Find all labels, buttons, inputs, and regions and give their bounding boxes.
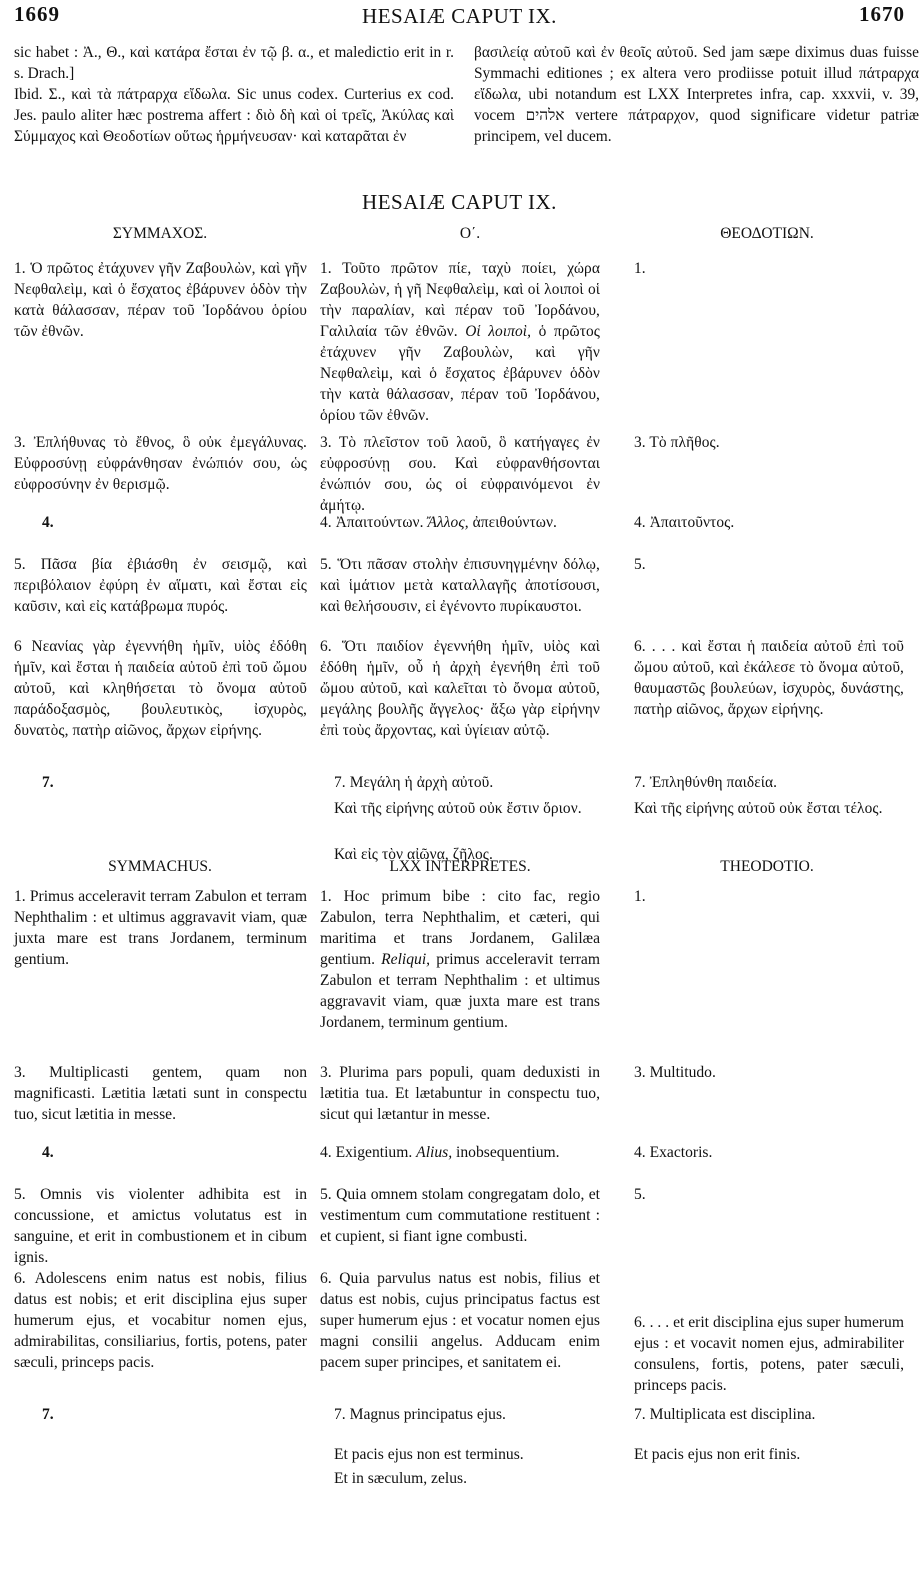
greek-lxx-v6: 6. Ὅτι παιδίον ἐγεννήθη ἡμῖν, υἱὸς καὶ ἐδόθη ἡμῖν, οὗ ἡ ἀρχὴ ἐγενήθη ἐπὶ τοῦ ὤμου αὐτοῦ, καὶ καλεῖται τὸ ὄνομα αὐτοῦ, μεγάλης βουλῆς ἄγγελος· ἄξω γὰρ εἰρήνην ἐπὶ τοὺς ἄρχοντας, καὶ ὑγίειαν αὐτῷ. [320,638,600,739]
intro-left-column [14,42,454,147]
latin-theodotion-v3: 3. Multitudo. [634,1064,716,1081]
latin-theodotion-v6: 6. . . . et erit disciplina ejus super humerum ejus : et vocavit nomen ejus, admirabiliter consulens, fortis, potens, pater sæculi, princeps pacis. [634,1314,904,1394]
greek-theodotion-v6: 6. . . . καὶ ἔσται ἡ παιδεία αὐτοῦ ἐπὶ τοῦ ὤμου αὐτοῦ, καὶ ἐκάλεσε τὸ ὄνομα αὐτοῦ, θαυμαστῶς βουλεύων, ἰσχυρὸς, δυνάστης, πατὴρ αἰῶνος, ἄρχων εἰρήνης. [634,638,904,718]
latin-lxx-v4 [320,1142,600,1163]
latin-head-theodotion: THEODOTIO. [720,858,814,875]
latin-symmachus-v4: 4. [42,1144,54,1161]
greek-lxx-v7b: Καὶ τῆς εἰρήνης αὐτοῦ οὐκ ἔστιν ὅριον. [334,800,582,817]
page-number-right: 1670 [859,2,905,26]
intro-left-para-1: sic habet : Ἀ., Θ., καὶ κατάρα ἔσται ἐν τῷ β. α., et maledictio erit in r. s. Drach.] [14,44,454,82]
latin-theodotion-v1: 1. [634,888,646,905]
latin-lxx-v1 [320,886,600,1033]
greek-lxx-v4-rest: ἀπειθούντων. [472,514,557,531]
latin-lxx-v7b: Et pacis ejus non est terminus. [334,1446,524,1463]
greek-lxx-v7a: 7. Μεγάλη ἡ ἀρχὴ αὐτοῦ. [334,774,494,791]
latin-lxx-v4-alius: Alius, [416,1144,453,1161]
running-header [14,2,905,30]
latin-lxx-v6: 6. Quia parvulus natus est nobis, filius et datus est nobis, cujus principatus factus est super humerum ejus : et vocatur nomen ejus magni consilii angelus. Adducam enim pacem super principes, et sanitatem ei. [320,1270,600,1371]
greek-lxx-v4-text: 4. Ἀπαιτούντων. [320,514,424,531]
latin-theodotion-v5: 5. [634,1186,646,1203]
greek-lxx-v4-alius: Ἄλλος, [427,514,469,531]
greek-theodotion-v7a: 7. Ἐπληθύνθη παιδεία. [634,774,778,791]
greek-head-lxx: Ο΄. [459,225,481,242]
greek-theodotion-v7b: Καὶ τῆς εἰρήνης αὐτοῦ οὐκ ἔσται τέλος. [634,800,883,817]
greek-lxx-v1-alius: Οἱ λοιποὶ, [465,323,532,340]
latin-lxx-v3: 3. Plurima pars populi, quam deduxisti in lætitia tua. Et lætabuntur in conspectu tuo, sicut qui lætantur in messe. [320,1064,600,1123]
greek-lxx-v1-text: 1. Τοῦτο πρῶτον πίε, ταχὺ ποίει, χώρα Ζαβουλὼν, ἡ γῆ Νεφθαλεὶμ, καὶ οἱ λοιποὶ οἱ τὴν παραλίαν, καὶ πέραν τοῦ Ἰορδάνου, Γαλιλαία τῶν ἐθνῶν. [320,260,600,340]
intro-left-para-2: Ibid. Σ., καὶ τὰ πάτραρχα εἴδωλα. Sic unus codex. Curterius ex cod. Jes. paulo aliter hæc postrema affert : διὸ δὴ καὶ οἱ τρεῖς, Ἀκύλας καὶ Σύμμαχος καὶ Θεοδοτίων οὕτως ἡρμήνευσαν· καὶ καταρᾶται ἐν [14,86,454,145]
latin-theodotion-v7a: 7. Multiplicata est disciplina. [634,1406,816,1423]
intro-right-para-1: βασιλείᾳ αὐτοῦ καὶ ἐν θεοῖς αὐτοῦ. Sed jam sæpe diximus duas fuisse Symmachi editiones ; ex altera vero prodiisse potuit illud πάτραρχα εἴδωλα, ubi notandum est LXX Interpretes infra, cap. xxxvii, v. 39, vocem אלהים vertere πάτραρχον, quod significare videtur patriæ principem, vel ducem. [474,44,919,145]
latin-symmachus-v7: 7. [42,1406,54,1423]
latin-lxx-v1-rest: primus acceleravit terram Zabulon et terram Nephthalim : et ultimus aggravavit viam, quæ juxta mare est trans Jordanem, terminum gentium. [320,951,600,1031]
greek-theodotion-v1: 1. [634,260,646,277]
latin-lxx-v5: 5. Quia omnem stolam congregatam dolo, et vestimentum cum commutatione restituent : et cupient, si fiant igne combusti. [320,1186,600,1245]
latin-lxx-v1-text: 1. Hoc primum bibe : cito fac, regio Zabulon, terra Nephthalim, et cæteri, qui maritima et trans Jordanem, Galilæa gentium. [320,888,600,968]
greek-lxx-v5: 5. Ὅτι πᾶσαν στολὴν ἐπισυνηγμένην δόλῳ, καὶ ἱμάτιον μετὰ καταλλαγῆς ἀποτίσουσι, καὶ θελήσουσιν, εἰ ἐγένοντο πυρίκαυστοι. [320,556,600,615]
greek-theodotion-v3: 3. Τὸ πλῆθος. [634,434,720,451]
latin-head-symmachus: SYMMACHUS. [108,858,212,875]
latin-head-lxx: LXX INTERPRETES. [389,858,531,875]
latin-lxx-v7c: Et in sæculum, zelus. [334,1470,467,1487]
latin-theodotion-v7b: Et pacis ejus non erit finis. [634,1446,801,1463]
section-title: HESAIÆ CAPUT IX. [362,190,557,214]
intro-right-column [474,42,919,147]
latin-symmachus-v3: 3. Multiplicasti gentem, quam non magnificasti. Lætitia lætati sunt in conspectu tuo, sicut lætitia in messe. [14,1064,307,1123]
greek-symmachus-v1: 1. Ὁ πρῶτος ἐτάχυνεν γῆν Ζαβουλὼν, καὶ γῆν Νεφθαλεὶμ, καὶ ὁ ἔσχατος ἐβάρυνεν ὁδὸν τὴν κατὰ θάλασσαν, πέραν τοῦ Ἰορδάνου ὁρίου τῶν ἐθνῶν. [14,260,307,340]
greek-symmachus-v3: 3. Ἐπλήθυνας τὸ ἔθνος, ὃ οὐκ ἐμεγάλυνας. Εὐφροσύνῃ εὐφράνθησαν ἐνώπιόν σου, ὡς εὐφροσύνην ἐν θερισμῷ. [14,434,307,493]
latin-symmachus-v5: 5. Omnis vis violenter adhibita est in concussione, et amictus volutatus est in sanguine, et erit in combustionem et in cibum ignis. [14,1186,307,1266]
latin-lxx-v1-reliqui: Reliqui, [381,951,431,968]
greek-symmachus-v7: 7. [42,774,54,791]
latin-symmachus-v6: 6. Adolescens enim natus est nobis, filius datus est nobis; et erit disciplina ejus super humerum ejus, et vocabitur nomen ejus, admirabilitas, consiliarius, fortis, potens, pater sæculi, princeps pacis. [14,1270,307,1371]
greek-lxx-v4 [320,512,600,533]
greek-symmachus-v6: 6 Νεανίας γὰρ ἐγεννήθη ἡμῖν, υἱὸς ἐδόθη ἡμῖν, καὶ ἔσται ἡ παιδεία αὐτοῦ ἐπὶ τοῦ ὤμου αὐτοῦ, καὶ κληθήσεται τὸ ὄνομα αὐτοῦ παράδοξασμὸς, βουλευτικὸς, ἰσχυρὸς, δυνατὸς, πατὴρ αἰῶνος, ἄρχων εἰρήνης. [14,638,307,739]
greek-lxx-v1 [320,258,600,426]
greek-theodotion-v5: 5. [634,556,646,573]
latin-lxx-v4-rest: inobsequentium. [456,1144,560,1161]
running-title: HESAIÆ CAPUT IX. [362,4,557,28]
greek-symmachus-v5: 5. Πᾶσα βία ἐβιάσθη ἐν σεισμῷ, καὶ περιβόλαιον ἐφύρη ἐν αἵματι, καὶ ἔσται εἰς καῦσιν, καὶ εἰς κατάβρωμα πυρός. [14,556,307,615]
intro-notes [14,42,919,182]
latin-symmachus-v1: 1. Primus acceleravit terram Zabulon et terram Nephthalim : et ultimus aggravavit viam, quæ juxta mare est trans Jordanem, terminum gentium. [14,888,307,968]
greek-head-theodotion: ΘΕΟΔΟΤΙΩΝ. [720,225,814,242]
greek-lxx-v3: 3. Τὸ πλεῖστον τοῦ λαοῦ, ὃ κατήγαγες ἐν εὐφροσύνῃ σου. Καὶ εὐφρανθήσονται ἐνώπιόν σου, ὡς οἱ εὐφραινόμενοι ἐν ἀμήτῳ. [320,434,600,514]
latin-lxx-v4-text: 4. Exigentium. [320,1144,413,1161]
latin-theodotion-v4: 4. Exactoris. [634,1144,713,1161]
greek-lxx-v7c: Καὶ εἰς τὸν αἰῶνα, ζῆλος. [334,846,493,863]
page-number-left: 1669 [14,2,60,26]
greek-head-symmachus: ΣΥΜΜΑΧΟΣ. [112,225,208,242]
greek-lxx-v1-rest: ὁ πρῶτος ἐτάχυνεν γῆν Ζαβουλὼν, καὶ γῆν Νεφθαλεὶμ, καὶ ὁ ἔσχατος ἐβάρυνεν ὁδὸν τὴν κατὰ θάλασσαν, πέραν τοῦ Ἰορδάνου, ὁρίου τῶν ἐθνῶν. [320,323,601,424]
latin-lxx-v7a: 7. Magnus principatus ejus. [334,1406,506,1423]
greek-theodotion-v4: 4. Ἀπαιτοῦντος. [634,514,735,531]
greek-symmachus-v4: 4. [42,514,54,531]
